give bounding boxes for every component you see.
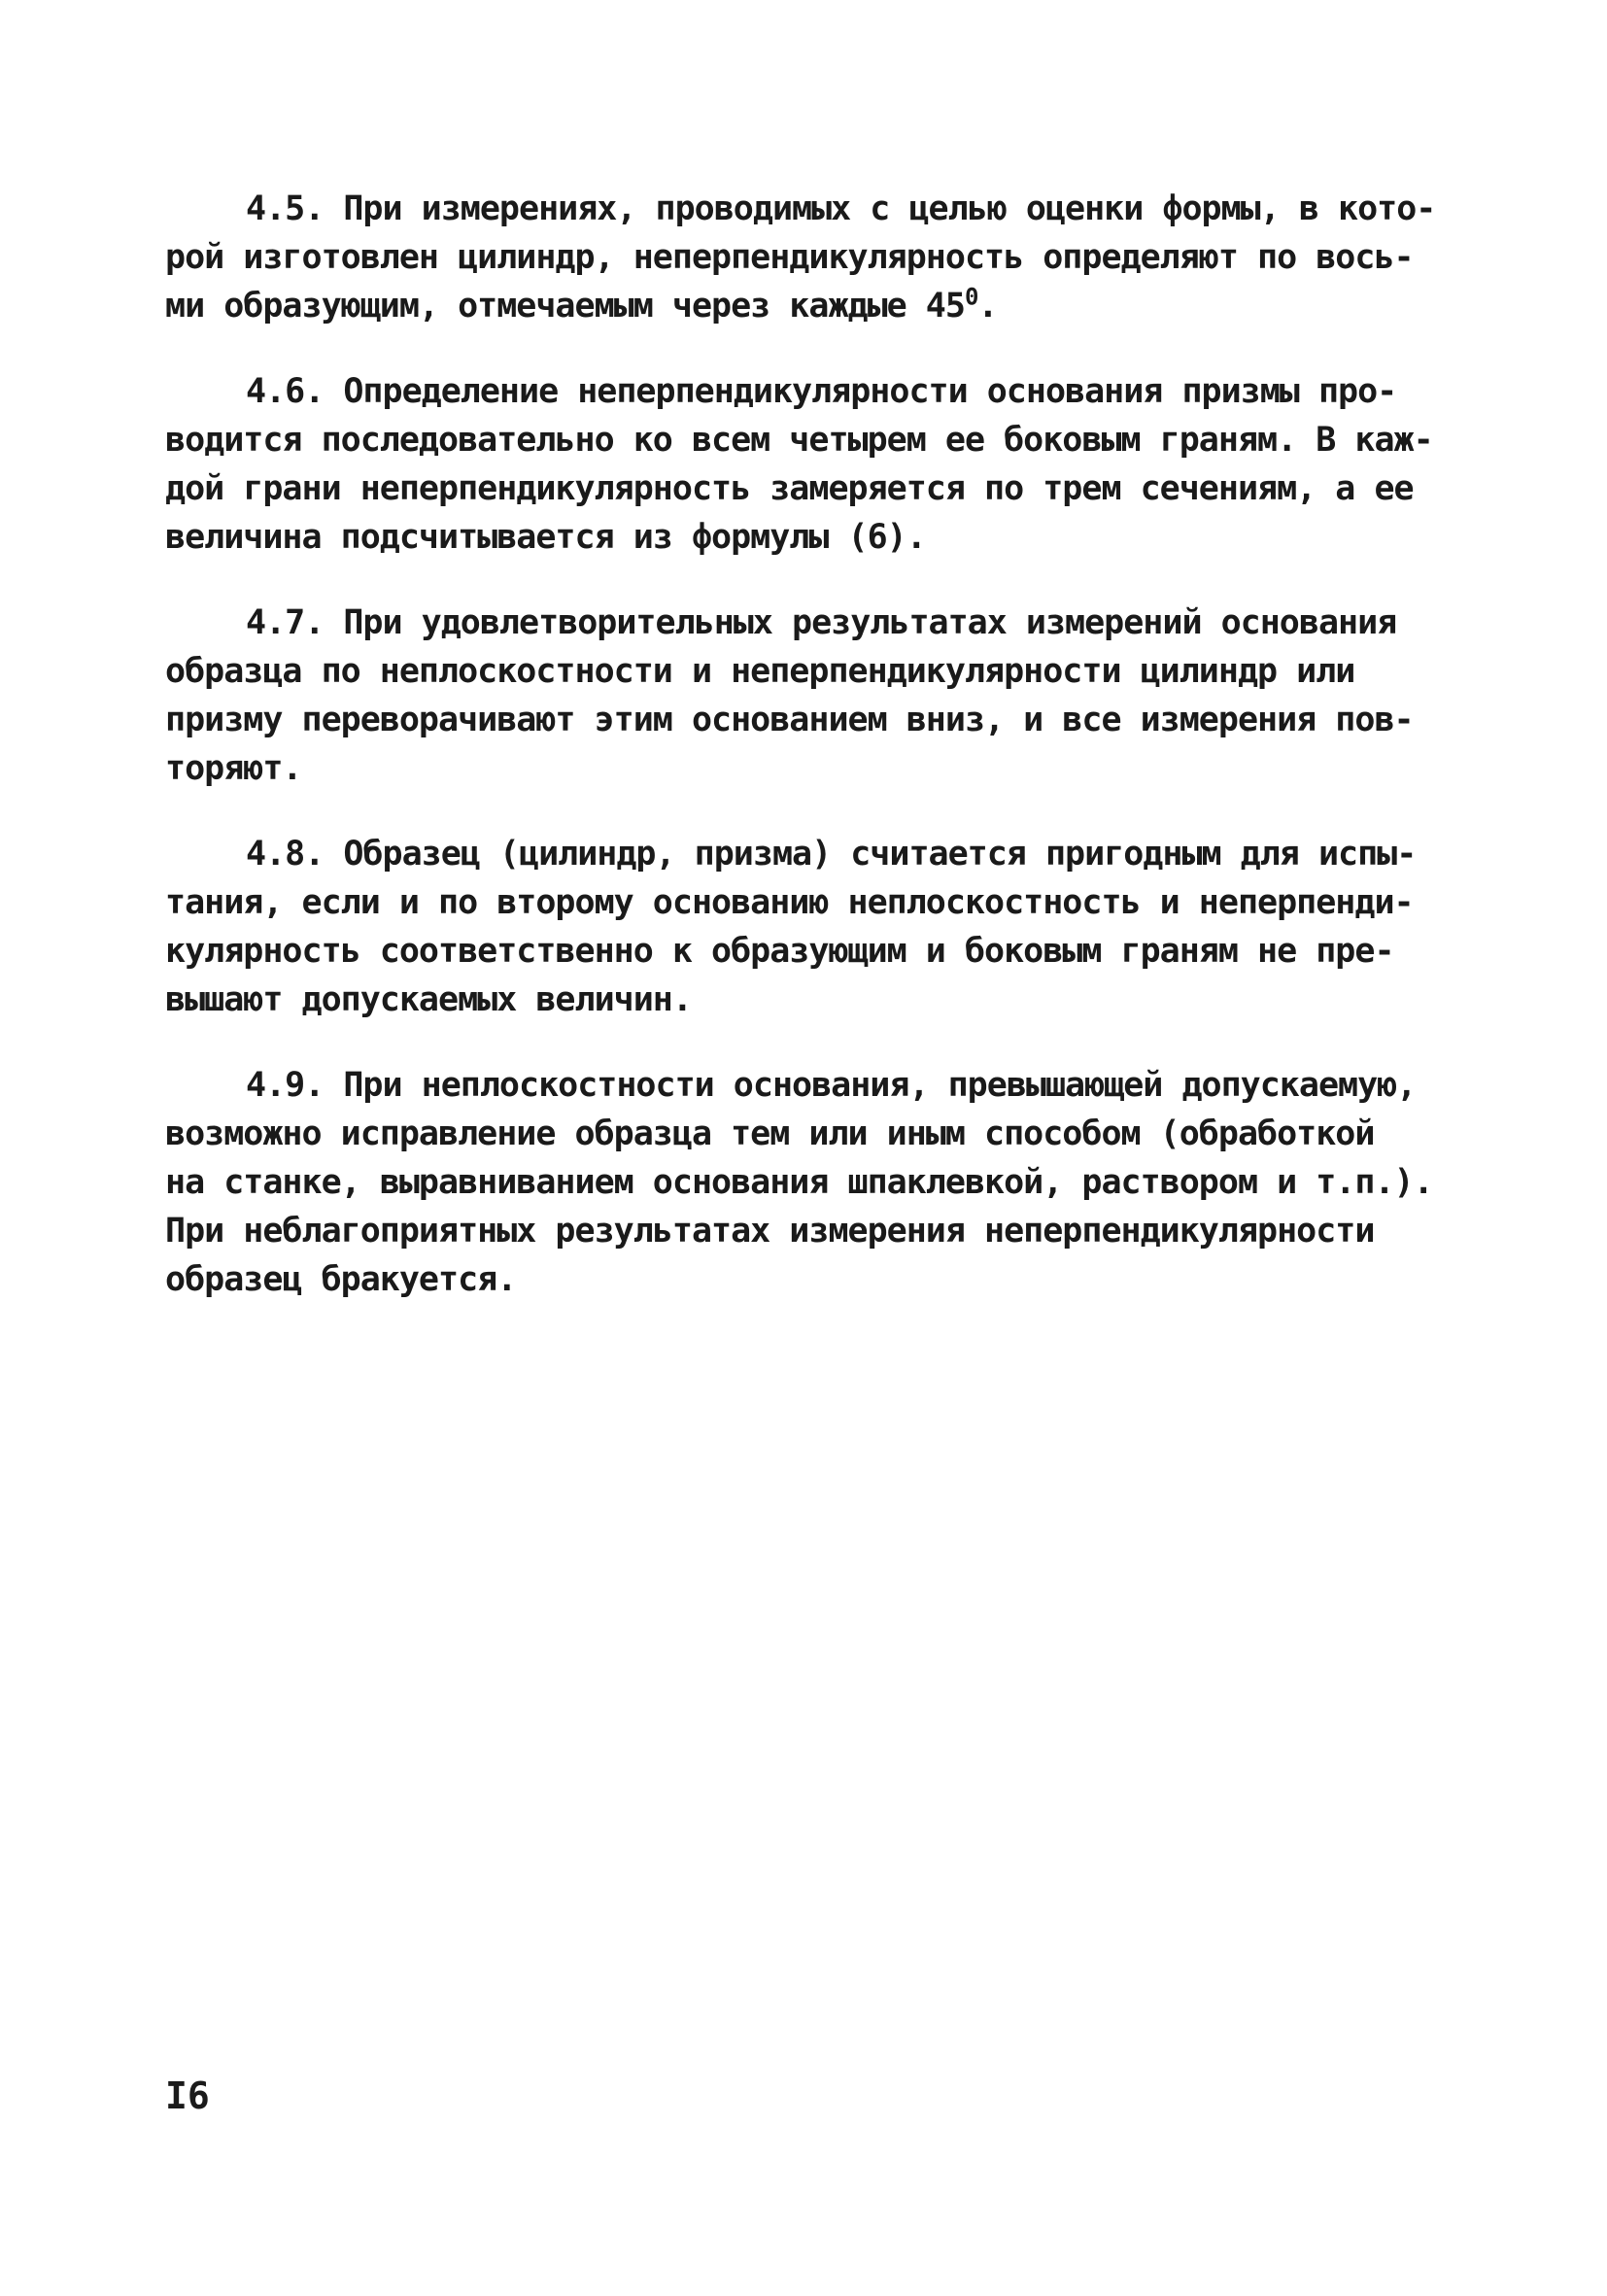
text-line: вышают допускаемых величин. (165, 980, 692, 1019)
paragraph-4-6 (165, 367, 1457, 562)
text-line: 4.9. При неплоскостности основания, превышающей допускаемую, (246, 1066, 1417, 1105)
paragraph-4-5 (165, 185, 1457, 330)
text-line: на станке, выравниванием основания шпаклевкой, раствором и т.п.). (165, 1163, 1433, 1202)
text-line: тания, если и по второму основанию неплоскостность и неперпенди- (165, 883, 1414, 922)
paragraph-4-9 (165, 1061, 1457, 1304)
text-line: возможно исправление образца тем или иным способом (обработкой (165, 1114, 1375, 1153)
text-line: 4.7. При удовлетворительных результатах измерений основания (246, 603, 1397, 642)
paragraph-4-8 (165, 830, 1457, 1024)
text-line-body: ми образующим, отмечаемым через каждые 45 (165, 287, 965, 326)
text-line: величина подсчитывается из формулы (6). (165, 518, 926, 557)
text-line (165, 282, 1457, 330)
text-line: дой грани неперпендикулярность замеряется по трем сечениям, а ее (165, 469, 1414, 508)
document-body (165, 185, 1457, 1341)
text-line: водится последовательно ко всем четырем ее боковым граням. В каж- (165, 421, 1433, 460)
text-line: 4.6. Определение неперпендикулярности основания призмы про- (246, 372, 1397, 411)
page-number: I6 (165, 2074, 210, 2117)
text-line-tail: . (977, 287, 998, 326)
text-line: 4.8. Образец (цилиндр, призма) считается пригодным для испы- (246, 835, 1417, 874)
text-line: образец бракуется. (165, 1260, 517, 1299)
text-line: призму переворачивают этим основанием вниз, и все измерения пов- (165, 701, 1414, 739)
paragraph-4-7 (165, 599, 1457, 793)
degree-superscript: 0 (964, 283, 978, 311)
text-line: образца по неплоскостности и неперпендикулярности цилиндр или (165, 652, 1355, 691)
text-line: При неблагоприятных результатах измерения неперпендикулярности (165, 1212, 1375, 1251)
text-line: торяют. (165, 749, 302, 788)
text-line: кулярность соответственно к образующим и боковым граням не пре- (165, 932, 1394, 971)
text-line: 4.5. При измерениях, проводимых с целью оценки формы, в кото- (246, 189, 1436, 228)
text-line: рой изготовлен цилиндр, неперпендикулярность определяют по вось- (165, 238, 1414, 277)
